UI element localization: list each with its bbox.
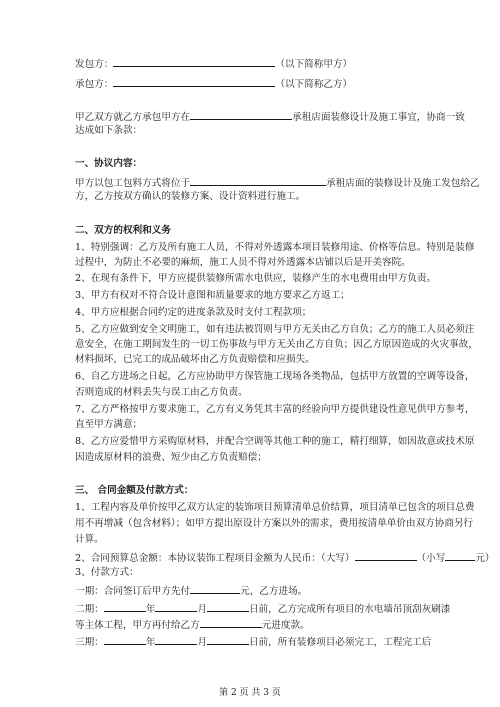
payment-phase-2-line-2 [75, 617, 310, 632]
intro-line-1 [75, 109, 465, 124]
party-a-suffix: （以下简称甲方） [275, 59, 353, 70]
intro-text: 甲乙双方就乙方承包甲方在 [75, 112, 191, 123]
address-blank [190, 175, 326, 186]
phase-3-text: 日前，所有装修项目必须完工，工程完工后 [248, 637, 432, 648]
section-2-line: 4、甲方应根据合同约定的进度条款及时支付工程款项； [75, 307, 312, 318]
payment-phase-3 [75, 634, 431, 649]
month-label: 月 [197, 604, 207, 615]
phase-3-month-blank [155, 634, 197, 645]
section-2-line: 8、乙方应爱惜甲方采购原材料，并配合空调等其他工种的施工，精打细算，如因故意或技术原 [75, 436, 475, 447]
contract-amount-line [75, 550, 495, 565]
party-b-suffix: （以下简称乙方） [275, 79, 353, 90]
payment-method-title: 3、付款方式： [75, 567, 139, 578]
section-2-title: 二、双方的权利和义务 [75, 225, 171, 236]
phase-2-text-line-2-end: 元进度款。 [261, 620, 310, 631]
section-1-text-continued: 承租店面的装修设计及施工发包给乙 [326, 178, 480, 189]
phase-2-label: 二期： [75, 604, 104, 615]
page-number-footer: 第 2 页 共 3 页 [219, 688, 281, 698]
section-2-line: 材料损坏，已完工的成品破坏由乙方负责赔偿和应损失。 [75, 354, 315, 365]
payment-phase-2 [75, 601, 450, 616]
party-a-line [75, 56, 352, 71]
phase-1-text: 一期：合同签订后甲方先付 [75, 586, 191, 597]
party-a-label: 发包方： [75, 59, 114, 70]
amount-unit: 元） [475, 553, 495, 564]
section-2-line: 2、在现有条件下，甲方应提供装修所需水电供应，装修产生的水电费用由甲方负责。 [75, 273, 437, 284]
phase-2-year-blank [104, 601, 146, 612]
month-label: 月 [197, 637, 207, 648]
section-2-line: 否则造成的材料丢失与误工由乙方负责。 [75, 387, 248, 398]
section-1-line-2: 方，乙方按双方确认的装修方案、设计资料进行施工。 [75, 191, 306, 202]
party-a-blank [113, 56, 275, 67]
phase-2-day-blank [207, 601, 249, 612]
phase-3-day-blank [207, 634, 249, 645]
section-2-line: 因造成原材料的浪费、短少由乙方负责赔偿； [75, 452, 267, 463]
phase-2-text: 日前，乙方完成所有项目的水电墙吊顶刮灰刷漆 [248, 604, 451, 615]
year-label: 年 [145, 604, 156, 615]
phase-2-text-line-2: 等主体工程，甲方再付给乙方 [75, 620, 200, 631]
phase-1-amount-blank [190, 583, 240, 594]
section-2-line: 6、自乙方进场之日起，乙方应协助甲方保管施工现场各类物品，包括甲方放置的空调等设备， [75, 371, 475, 382]
section-2-line: 7、乙方严格按甲方要求施工，乙方有义务凭其丰富的经验向甲方提供建设性意见供甲方参考， [75, 404, 475, 415]
section-2-line: 直至甲方满意； [75, 419, 143, 430]
section-3-title: 三、 合同金额及付款方式： [75, 485, 194, 496]
contract-amount-text: 2、合同预算总金额：本协议装饰工程项目金额为人民币：（大写） [75, 553, 355, 564]
phase-3-year-blank [104, 634, 146, 645]
section-2-line: 意安全，在施工期间发生的一切工伤事故与甲方无关由乙方自负；因乙方原因造成的火灾事故， [75, 339, 478, 350]
section-1-line-1 [75, 175, 480, 190]
intro-line-2: 达成如下条款： [75, 125, 143, 136]
intro-text-continued: 承租店面装修设计及施工事宜，协商一致 [292, 112, 465, 123]
section-1-title: 一、协议内容： [75, 158, 143, 169]
party-b-line [75, 76, 352, 91]
year-label: 年 [145, 637, 156, 648]
phase-2-month-blank [155, 601, 197, 612]
amount-lowercase-blank [445, 550, 475, 561]
party-b-blank [113, 76, 275, 87]
store-location-blank [190, 109, 292, 120]
party-b-label: 承包方： [75, 79, 114, 90]
section-3-line: 1、工程内容及单价按甲乙双方认定的装饰项目预算清单总价结算，项目清单已包含的项目总费 [75, 502, 475, 513]
amount-lowercase-label: （小写 [416, 553, 446, 564]
phase-2-amount-blank [200, 617, 262, 628]
section-1-text: 甲方以包工包料方式将位于 [75, 178, 191, 189]
section-2-line: 3、甲方有权对不符合设计意图和质量要求的地方要求乙方返工； [75, 290, 350, 301]
phase-1-text-continued: 元，乙方进场。 [240, 586, 308, 597]
section-2-line: 5、乙方应做到安全文明施工，如有违法被罚则与甲方无关由乙方自负；乙方的施工人员必须注 [75, 324, 475, 335]
amount-uppercase-blank [355, 550, 417, 561]
section-2-line: 过程中，为防止不必要的麻烦，施工人员不得对外透露本店铺以后是开美容院。 [75, 257, 411, 268]
section-2-line: 1、特别强调：乙方及所有施工人员，不得对外透露本项目装修用途、价格等信息。特别是装修 [75, 242, 475, 253]
section-3-line: 用不再增减（包含材料）；如甲方提出原设计方案以外的需求，费用按清单单价由双方协商另行 [75, 518, 474, 529]
section-3-line: 计算。 [75, 534, 104, 545]
phase-3-label: 三期： [75, 637, 104, 648]
payment-phase-1 [75, 583, 307, 598]
